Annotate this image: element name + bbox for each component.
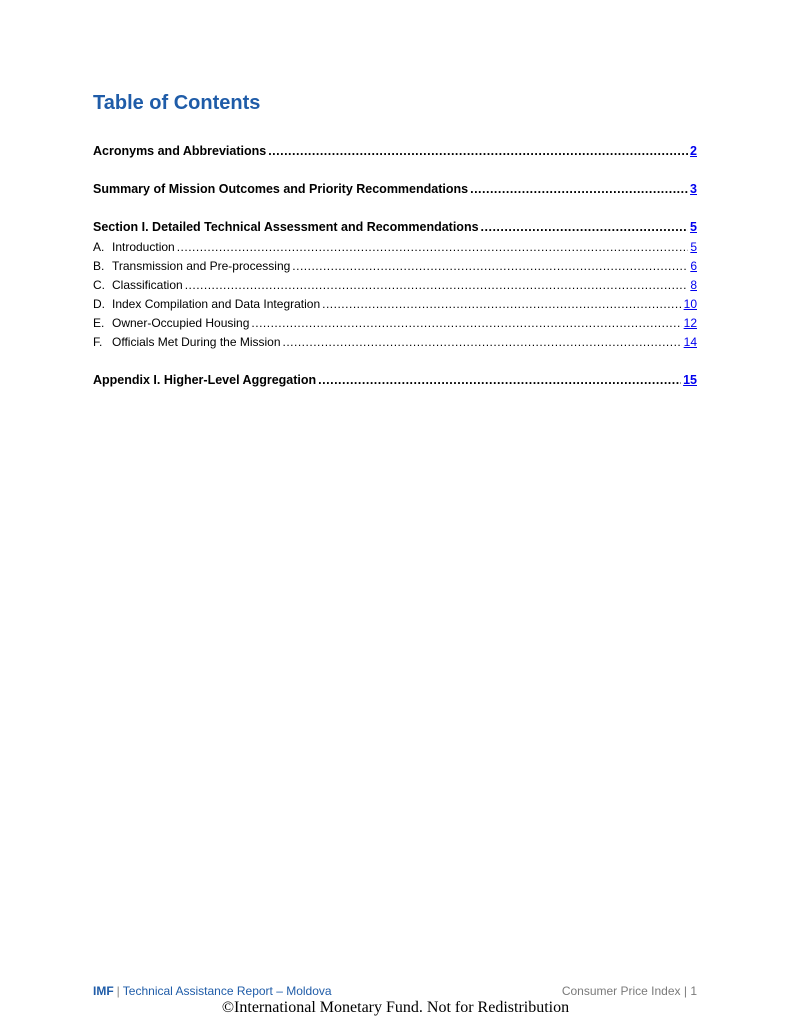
toc-entry-summary[interactable]: [93, 181, 697, 197]
dot-leader: [292, 259, 688, 274]
dot-leader: [251, 316, 681, 331]
toc-page-link[interactable]: 2: [690, 144, 697, 158]
toc-entry-section-1[interactable]: [93, 219, 697, 235]
toc-entry-label: Index Compilation and Data Integration: [112, 297, 321, 311]
toc-entry-transmission[interactable]: [93, 259, 697, 274]
toc-page-link[interactable]: 14: [683, 335, 697, 349]
toc-entry-label: Officials Met During the Mission: [112, 335, 281, 349]
toc-entry-label: Summary of Mission Outcomes and Priority Recommendations: [93, 182, 469, 196]
footer-page-label: Consumer Price Index | 1: [561, 984, 697, 998]
toc-entry-letter: B.: [93, 259, 105, 273]
toc-page-link[interactable]: 3: [690, 182, 697, 196]
toc-page-link[interactable]: 15: [683, 373, 697, 387]
imf-logo-text: IMF: [93, 984, 114, 998]
toc-entry-letter: E.: [93, 316, 105, 330]
toc-page-link[interactable]: 10: [683, 297, 697, 311]
toc-page-link[interactable]: 5: [690, 240, 697, 254]
dot-leader: [185, 278, 689, 293]
dot-leader: [177, 240, 689, 255]
page-title: Table of Contents: [93, 92, 261, 114]
dot-leader: [318, 372, 681, 388]
toc-entry-label: Introduction: [112, 240, 175, 254]
toc-entry-index-compilation[interactable]: [93, 297, 697, 312]
toc-entry-label: Appendix I. Higher-Level Aggregation: [93, 373, 317, 387]
toc-entry-letter: D.: [93, 297, 105, 311]
toc-entry-label: Owner-Occupied Housing: [112, 316, 250, 330]
toc-entry-owner-occupied-housing[interactable]: [93, 316, 697, 331]
toc-entry-acronyms[interactable]: [93, 143, 697, 159]
dot-leader: [481, 219, 689, 235]
dot-leader: [322, 297, 682, 312]
toc-entry-introduction[interactable]: [93, 240, 697, 255]
toc-entry-letter: C.: [93, 278, 105, 292]
toc-page-link[interactable]: 8: [690, 278, 697, 292]
toc-entry-label: Transmission and Pre-processing: [112, 259, 291, 273]
copyright-watermark: ©International Monetary Fund. Not for Redistribution: [221, 999, 570, 1016]
dot-leader: [470, 181, 688, 197]
toc-page-link[interactable]: 6: [690, 259, 697, 273]
toc-entry-appendix-1[interactable]: [93, 372, 697, 388]
dot-leader: [268, 143, 688, 159]
footer-separator: |: [116, 984, 120, 998]
toc-entry-officials-met[interactable]: [93, 335, 697, 350]
dot-leader: [283, 335, 682, 350]
page-footer: [93, 984, 697, 998]
toc-entry-label: Acronyms and Abbreviations: [93, 144, 267, 158]
toc-page-link[interactable]: 12: [683, 316, 697, 330]
toc-entry-letter: A.: [93, 240, 105, 254]
toc-entry-label: Classification: [112, 278, 183, 292]
toc-page-link[interactable]: 5: [690, 220, 697, 234]
footer-left: [93, 984, 332, 998]
footer-report-title: Technical Assistance Report – Moldova: [122, 984, 332, 998]
toc-entry-label: Section I. Detailed Technical Assessment and Recommendations: [93, 220, 479, 234]
toc-entry-classification[interactable]: [93, 278, 697, 293]
toc-entry-letter: F.: [93, 335, 103, 349]
